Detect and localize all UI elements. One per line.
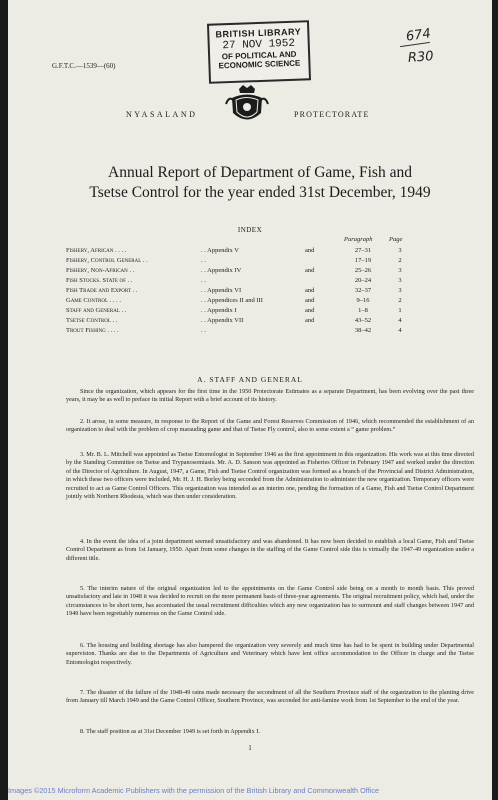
index-appendix: . . Appendix IV <box>201 267 242 274</box>
index-appendix: . . <box>201 327 206 334</box>
handwritten-code: R30 <box>407 49 435 66</box>
index-row <box>66 247 426 257</box>
index-paragraph: 43–52 <box>354 317 372 324</box>
header-left: NYASALAND <box>126 110 198 119</box>
paragraph-5: 5. The interim nature of the original organization led to the appointments on the Game Control side being on a month to month basis. This proved unsatisfactory and late in 1948 it was decided to recruit on the more permanent basis of three-year agreements. The original recruitment policy, which had, under the circumstances to be short term, has accentuated the usual recruitment difficulties which any new organization has to surmount and staff changes between 1947 and 1949 have been regrettably numerous on the Game Control side. <box>66 585 474 618</box>
index-paragraph: 17–19 <box>354 257 372 264</box>
stamp-line4: ECONOMIC SCIENCE <box>218 58 301 71</box>
index-page: 4 <box>398 317 402 324</box>
index-page: 3 <box>398 267 402 274</box>
index-page: 3 <box>398 277 402 284</box>
stamp-date: 27 NOV 1952 <box>222 37 296 53</box>
index-row <box>66 287 426 297</box>
index-row <box>66 307 426 317</box>
index-and: and <box>305 307 315 314</box>
index-appendix: . . Appendix I <box>201 307 237 314</box>
index-subject: Fishery, Non-African . . <box>66 267 135 274</box>
crest-icon <box>224 82 270 126</box>
index-paragraph: 1–8 <box>358 307 368 314</box>
stamp-line1: BRITISH LIBRARY <box>215 26 302 40</box>
library-stamp <box>207 20 311 84</box>
index-paragraph: 9–16 <box>356 297 370 304</box>
index-heading: INDEX <box>237 226 263 234</box>
index-subject: Trout Fishing . . . . <box>66 327 119 334</box>
index-appendix: . . <box>201 277 206 284</box>
index-col-paragraph: Paragraph <box>344 236 373 243</box>
index-appendix: . . Appendix VI <box>201 287 242 294</box>
document-page <box>8 0 492 800</box>
index-subject: Fish Trade and Export . . <box>66 287 138 294</box>
index-subject: Staff and General . . <box>66 307 127 314</box>
copyright-footer: Images ©2015 Microform Academic Publishers with the permission of the British Library and Commonwealth Office <box>8 786 380 795</box>
index-page: 3 <box>398 287 402 294</box>
index-and: and <box>305 247 315 254</box>
section-heading: A. STAFF AND GENERAL <box>197 375 303 384</box>
index-row <box>66 327 426 337</box>
title-line2: Tsetse Control for the year ended 31st December, 1949 <box>89 184 431 201</box>
paragraph-8: 8. The staff position as at 31st December 1949 is set forth in Appendix I. <box>80 728 260 735</box>
index-row <box>66 297 426 307</box>
index-paragraph: 25–26 <box>354 267 372 274</box>
index-page: 2 <box>398 257 402 264</box>
index-subject: Fishery, African . . . . <box>66 247 127 254</box>
index-subject: Game Control . . . . <box>66 297 122 304</box>
index-paragraph: 32–37 <box>354 287 372 294</box>
index-page: 3 <box>398 247 402 254</box>
report-title <box>48 163 472 203</box>
index-paragraph: 27–31 <box>354 247 372 254</box>
index-and: and <box>305 297 315 304</box>
document-reference: G.F.T.C.—1539—(60) <box>52 62 116 70</box>
index-appendix: . . Appendix V <box>201 247 239 254</box>
index-and: and <box>305 317 315 324</box>
index-page: 2 <box>398 297 402 304</box>
index-subject: Fishery, Control General . . <box>66 257 148 264</box>
index-subject: Fish Stocks. State of . . <box>66 277 133 284</box>
index-appendix: . . <box>201 257 206 264</box>
index-row <box>66 267 426 277</box>
index-row <box>66 317 426 327</box>
index-page: 1 <box>398 307 402 314</box>
header-right: PROTECTORATE <box>294 110 370 119</box>
paragraph-3: 3. Mr. B. L. Mitchell was appointed as Tsetse Entomologist in September 1946 as the first appointment in this organization. His work was at this time directed by the Standing Committee on Tsetse and Trypanosomiasis. Mr. A. D. Sanson was appointed as Fisheries Officer in February 1947 and worked under the direction of the Director of Agriculture. In August, 1947, a Game, Fish and Tsetse Control organization was formed as a branch of the Provincial and District Administration, in which these two officers were included, Mr. H. J. H. Borley being seconded from the Administration to administer the new organization. Temporary officers were recruited to act as Game Control Officers. This organization was intended as an interim one, pending the formation of a Game, Fish and Tsetse Control Department jointly with Northern Rhodesia, which was then under consideration. <box>66 451 474 501</box>
paragraph-6: 6. The housing and building shortage has also hampered the organization very severely and much time has had to be spent in building under Departmental supervision. Thanks are due to the Departments of Agriculture and Veterinary which have lent office accommodation to the Officer in charge and the Tsetse Entomologist respectively. <box>66 642 474 666</box>
index-paragraph: 38–42 <box>354 327 372 334</box>
index-subject: Tsetse Control . . <box>66 317 118 324</box>
index-paragraph: 20–24 <box>354 277 372 284</box>
index-col-page: Page <box>389 236 403 243</box>
handwritten-number: 674 <box>405 26 432 45</box>
index-page: 4 <box>398 327 402 334</box>
index-and: and <box>305 267 315 274</box>
index-appendix: . . Appendix VII <box>201 317 244 324</box>
page-number: 1 <box>248 744 252 752</box>
paragraph-1: Since the organization, which appears for the first time in the 1950 Protectorate Estimates as a separate Department, has been evolving over the past three years, it may be as well to preface its initial Report with a brief account of its history. <box>66 388 474 404</box>
index-appendix: . . Appendices II and III <box>201 297 263 304</box>
paragraph-2: 2. It arose, in some measure, in response to the Report of the Game and Forest Reserves Commission of 1946, which recommended the establishment of an organization to deal with the problem of crop marauding game and that of Tsetse Fly control, also to some extent a “ game problem.” <box>66 418 474 434</box>
paragraph-7: 7. The disaster of the failure of the 1948-49 rains made necessary the secondment of all the Southern Province staff of the organization to the planting drive from January till March 1949 and the Game Control Officer, Southern Province, was seconded for anti-famine work from 1st September to the end of the year. <box>66 689 474 705</box>
stamp-line3: OF POLITICAL AND <box>221 49 297 62</box>
paragraph-4: 4. In the event the idea of a joint department seemed unsatisfactory and was abandoned. It has now been decided to establish a local Game, Fish and Tsetse Control Department as from 1st January, 1950. Apart from some changes in the staffing of the Game Control side this is virtually the 1947-49 organization under a different title. <box>66 538 474 562</box>
index-row <box>66 257 426 267</box>
index-and: and <box>305 287 315 294</box>
title-line1: Annual Report of Department of Game, Fish and <box>108 164 412 181</box>
index-row <box>66 277 426 287</box>
